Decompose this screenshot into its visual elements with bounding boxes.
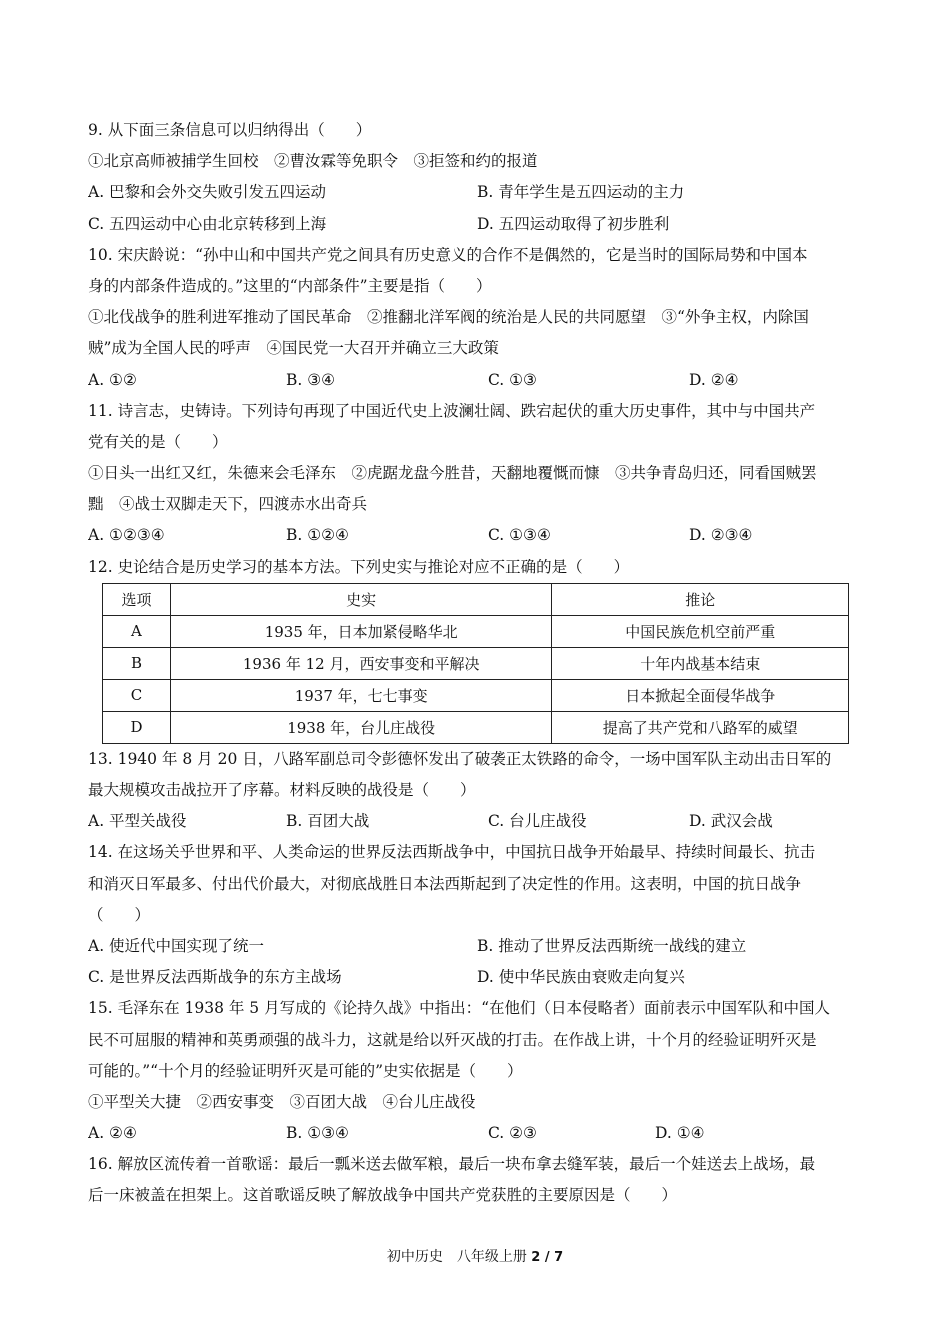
q14-option-b: B. 推动了世界反法西斯统一战线的建立	[477, 936, 747, 955]
q16-stem-line2: 后一床被盖在担架上。这首歌谣反映了解放战争中国共产党获胜的主要原因是（ ）	[88, 1186, 678, 1205]
q13-option-a: A. 平型关战役	[88, 812, 187, 831]
q9-stem: 9. 从下面三条信息可以归纳得出（ ）	[88, 121, 372, 139]
table-cell: C	[103, 679, 171, 711]
q10-stem-line2: 身的内部条件造成的。”这里的“内部条件”主要是指（ ）	[88, 276, 492, 295]
table-cell: B	[103, 647, 171, 679]
q15-stem-line3: 可能的。”“十个月的经验证明歼灭是可能的”史实依据是（ ）	[88, 1061, 523, 1080]
q14-stem-line3: （ ）	[88, 905, 151, 924]
table-cell: 中国民族危机空前严重	[552, 615, 849, 647]
q11-info-line1: ①日头一出红又红，朱德来会毛泽东 ②虎踞龙盘今胜昔，天翻地覆慨而慷 ③共争青岛归还，同看国贼罢	[88, 464, 817, 483]
q11-option-c: C. ①③④	[488, 526, 551, 545]
q13-stem-line2: 最大规模攻击战拉开了序幕。材料反映的战役是（ ）	[88, 781, 476, 799]
q9-options-row1	[88, 177, 866, 208]
table-row	[103, 647, 849, 679]
q11-info-line2: 黜 ④战士双脚走天下，四渡赤水出奇兵	[88, 495, 368, 514]
q13-option-c: C. 台儿庄战役	[488, 812, 587, 831]
q10-option-d: D. ②④	[689, 370, 739, 389]
table-cell: 1937 年，七七事变	[170, 679, 551, 711]
q11-option-d: D. ②③④	[689, 526, 753, 545]
table-cell: 1936 年 12 月，西安事变和平解决	[170, 647, 551, 679]
q16-stem-line1: 16. 解放区流传着一首歌谣：最后一瓢米送去做军粮，最后一块布拿去缝军装，最后一个娃送去上战场，最	[88, 1155, 816, 1174]
q13-option-d: D. 武汉会战	[689, 812, 773, 831]
q13-options	[88, 806, 866, 837]
q15-options	[88, 1118, 866, 1149]
q13-option-b: B. 百团大战	[286, 812, 370, 831]
table-cell: 1935 年，日本加紧侵略华北	[170, 615, 551, 647]
q15-option-c: C. ②③	[488, 1124, 537, 1143]
q15-option-d: D. ①④	[655, 1124, 705, 1143]
q9-option-b: B. 青年学生是五四运动的主力	[477, 183, 685, 202]
q15-stem-line1: 15. 毛泽东在 1938 年 5 月写成的《论持久战》中指出：“在他们（日本侵略者）面前表示中国军队和中国人	[88, 999, 831, 1018]
q10-info-line2: 贼”成为全国人民的呼声 ④国民党一大召开并确立三大政策	[88, 339, 499, 358]
q14-options-row1	[88, 931, 866, 962]
table-header-option: 选项	[103, 583, 171, 615]
q11-options	[88, 520, 866, 551]
table-header-row	[103, 583, 849, 615]
table-header-fact: 史实	[170, 583, 551, 615]
q9-option-a: A. 巴黎和会外交失败引发五四运动	[88, 183, 327, 202]
q12-stem: 12. 史论结合是历史学习的基本方法。下列史实与推论对应不正确的是（ ）	[88, 557, 630, 576]
table-row	[103, 679, 849, 711]
q14-stem-line2: 和消灭日军最多、付出代价最大，对彻底战胜日本法西斯起到了决定性的作用。这表明，中国的抗日战争	[88, 874, 802, 893]
q9-info: ①北京高师被捕学生回校 ②曹汝霖等免职令 ③拒签和约的报道	[88, 152, 538, 171]
q15-option-b: B. ①③④	[286, 1124, 349, 1143]
page-number: 2 / 7	[531, 1250, 564, 1265]
q14-options-row2	[88, 962, 866, 993]
table-cell: 日本掀起全面侵华战争	[552, 679, 849, 711]
q11-option-a: A. ①②③④	[88, 526, 165, 545]
q14-option-c: C. 是世界反法西斯战争的东方主战场	[88, 968, 342, 987]
q14-stem-line1: 14. 在这场关乎世界和平、人类命运的世界反法西斯战争中，中国抗日战争开始最早、持续时间最长、抗击	[88, 843, 816, 862]
page-footer	[0, 1246, 950, 1266]
q10-option-a: A. ①②	[88, 370, 137, 389]
q11-stem-line1: 11. 诗言志，史铸诗。下列诗句再现了中国近代史上波澜壮阔、跌宕起伏的重大历史事件，其中与中国共产	[88, 401, 816, 420]
q10-info-line1: ①北伐战争的胜利进军推动了国民革命 ②推翻北洋军阀的统治是人民的共同愿望 ③“外争主权，内除国	[88, 308, 809, 327]
q15-option-a: A. ②④	[88, 1124, 137, 1143]
table-row	[103, 615, 849, 647]
q10-option-b: B. ③④	[286, 370, 336, 389]
table-cell: D	[103, 711, 171, 743]
q14-option-a: A. 使近代中国实现了统一	[88, 936, 265, 955]
table-cell: A	[103, 615, 171, 647]
exam-page	[88, 115, 866, 1212]
table-row	[103, 711, 849, 743]
q13-stem-line1: 13. 1940 年 8 月 20 日，八路军副总司令彭德怀发出了破袭正太铁路的命令，一场中国军队主动出击日军的	[88, 749, 832, 768]
table-cell: 十年内战基本结束	[552, 647, 849, 679]
q11-option-b: B. ①②④	[286, 526, 349, 545]
q14-option-d: D. 使中华民族由衰败走向复兴	[477, 968, 685, 987]
footer-text: 初中历史 八年级上册	[386, 1249, 532, 1265]
q10-stem-line1: 10. 宋庆龄说：“孙中山和中国共产党之间具有历史意义的合作不是偶然的，它是当时的国际局势和中国本	[88, 245, 808, 264]
q11-stem-line2: 党有关的是（ ）	[88, 432, 228, 451]
q10-options	[88, 365, 866, 396]
q9-option-d: D. 五四运动取得了初步胜利	[477, 214, 670, 233]
q12-table	[102, 583, 849, 744]
q15-info: ①平型关大捷 ②西安事变 ③百团大战 ④台儿庄战役	[88, 1092, 476, 1111]
table-cell: 1938 年，台儿庄战役	[170, 711, 551, 743]
q9-option-c: C. 五四运动中心由北京转移到上海	[88, 214, 327, 233]
table-header-inference: 推论	[552, 583, 849, 615]
q10-option-c: C. ①③	[488, 370, 537, 389]
table-cell: 提高了共产党和八路军的威望	[552, 711, 849, 743]
q15-stem-line2: 民不可屈服的精神和英勇顽强的战斗力，这就是给以歼灭战的打击。在作战上讲，十个月的经验证明歼灭是	[88, 1030, 817, 1049]
q9-options-row2	[88, 209, 866, 240]
